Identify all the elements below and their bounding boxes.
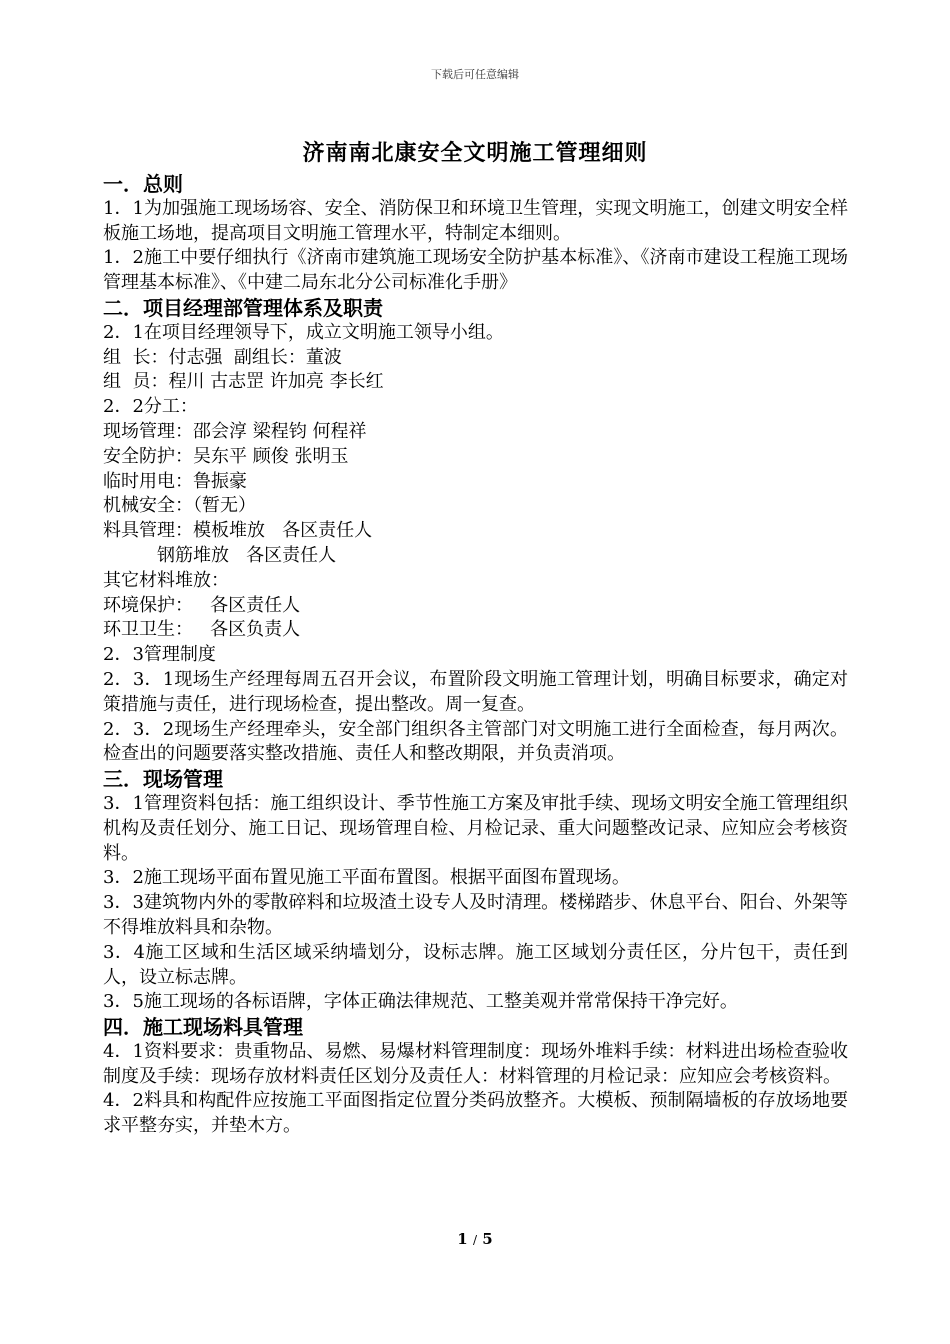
page-separator: / [472,1233,478,1247]
header-note: 下载后可任意编辑 [431,68,519,81]
page-total: 5 [482,1230,493,1248]
paragraph: 机械安全：（暂无） [103,495,256,517]
paragraph: 4．2料具和构配件应按施工平面图指定位置分类码放整齐。大模板、预制隔墙板的存放场地要求平整夯实，并垫木方。 [103,1090,848,1137]
paragraph: 4．1资料要求：贵重物品、易燃、易爆材料管理制度：现场外堆料手续：材料进出场检查验收制度及手续：现场存放材料责任区划分及责任人：材料管理的月检记录：应知应会考核资料。 [103,1040,848,1087]
paragraph: 料具管理：模板堆放 各区责任人 [103,520,373,542]
paragraph: 1．2施工中要仔细执行《济南市建筑施工现场安全防护基本标准》、《济南市建设工程施工现场管理基本标准》、《中建二局东北分公司标准化手册》 [103,247,848,294]
paragraph: 3．2施工现场平面布置见施工平面布置图。根据平面图布置现场。 [103,867,630,889]
paragraph: 3．1管理资料包括：施工组织设计、季节性施工方案及审批手续、现场文明安全施工管理组织机构及责任划分、施工日记、现场管理自检、月检记录、重大问题整改记录、应知应会考核资料。 [103,792,848,864]
paragraph: 安全防护：吴东平 顾俊 张明玉 [103,445,349,467]
paragraph: 组 员：程川 古志罡 许加亮 李长红 [103,371,384,393]
paragraph: 2．3．2现场生产经理牵头，安全部门组织各主管部门对文明施工进行全面检查，每月两次。检查出的问题要落实整改措施、责任人和整改期限，并负责消项。 [103,718,848,765]
paragraph: 2．1在项目经理领导下，成立文明施工领导小组。 [103,321,504,343]
paragraph: 3．4施工区域和生活区域采纳墙划分，设标志牌。施工区域划分责任区，分片包干，责任到人，设立标志牌。 [103,941,848,988]
paragraph: 钢筋堆放 各区责任人 [157,544,337,566]
paragraph: 1．1为加强施工现场场容、安全、消防保卫和环境卫生管理，实现文明施工，创建文明安全样板施工场地，提高项目文明施工管理水平，特制定本细则。 [103,197,848,244]
document-title: 济南南北康安全文明施工管理细则 [302,140,648,166]
paragraph: 2．2分工： [103,396,198,418]
section-heading-organization: 二．项目经理部管理体系及职责 [103,295,383,320]
section-heading-general: 一．总则 [103,172,183,196]
paragraph: 环卫卫生： 各区负责人 [103,619,301,641]
page-current: 1 [457,1230,468,1248]
paragraph: 其它材料堆放： [103,569,229,591]
section-heading-site-management: 三．现场管理 [103,767,223,792]
paragraph: 3．3建筑物内外的零散碎料和垃圾渣土设专人及时清理。楼梯踏步、休息平台、阳台、外架等不得堆放料具和杂物。 [103,892,848,938]
document-body [103,172,848,1139]
paragraph: 组 长：付志强 副组长：董波 [103,346,342,368]
paragraph: 现场管理：邵会淳 梁程钧 何程祥 [103,420,367,442]
page-number [0,1230,950,1248]
section-heading-materials: 四．施工现场料具管理 [103,1015,303,1040]
paragraph: 2．3管理制度 [103,644,216,666]
paragraph: 2．3．1现场生产经理每周五召开会议，布置阶段文明施工管理计划，明确目标要求，确定对策措施与责任，进行现场检查，提出整改。周一复查。 [103,668,848,715]
paragraph: 3．5施工现场的各标语牌，字体正确法律规范、工整美观并常常保持干净完好。 [103,991,738,1013]
paragraph: 环境保护： 各区责任人 [103,594,301,616]
paragraph: 临时用电：鲁振豪 [103,470,247,492]
